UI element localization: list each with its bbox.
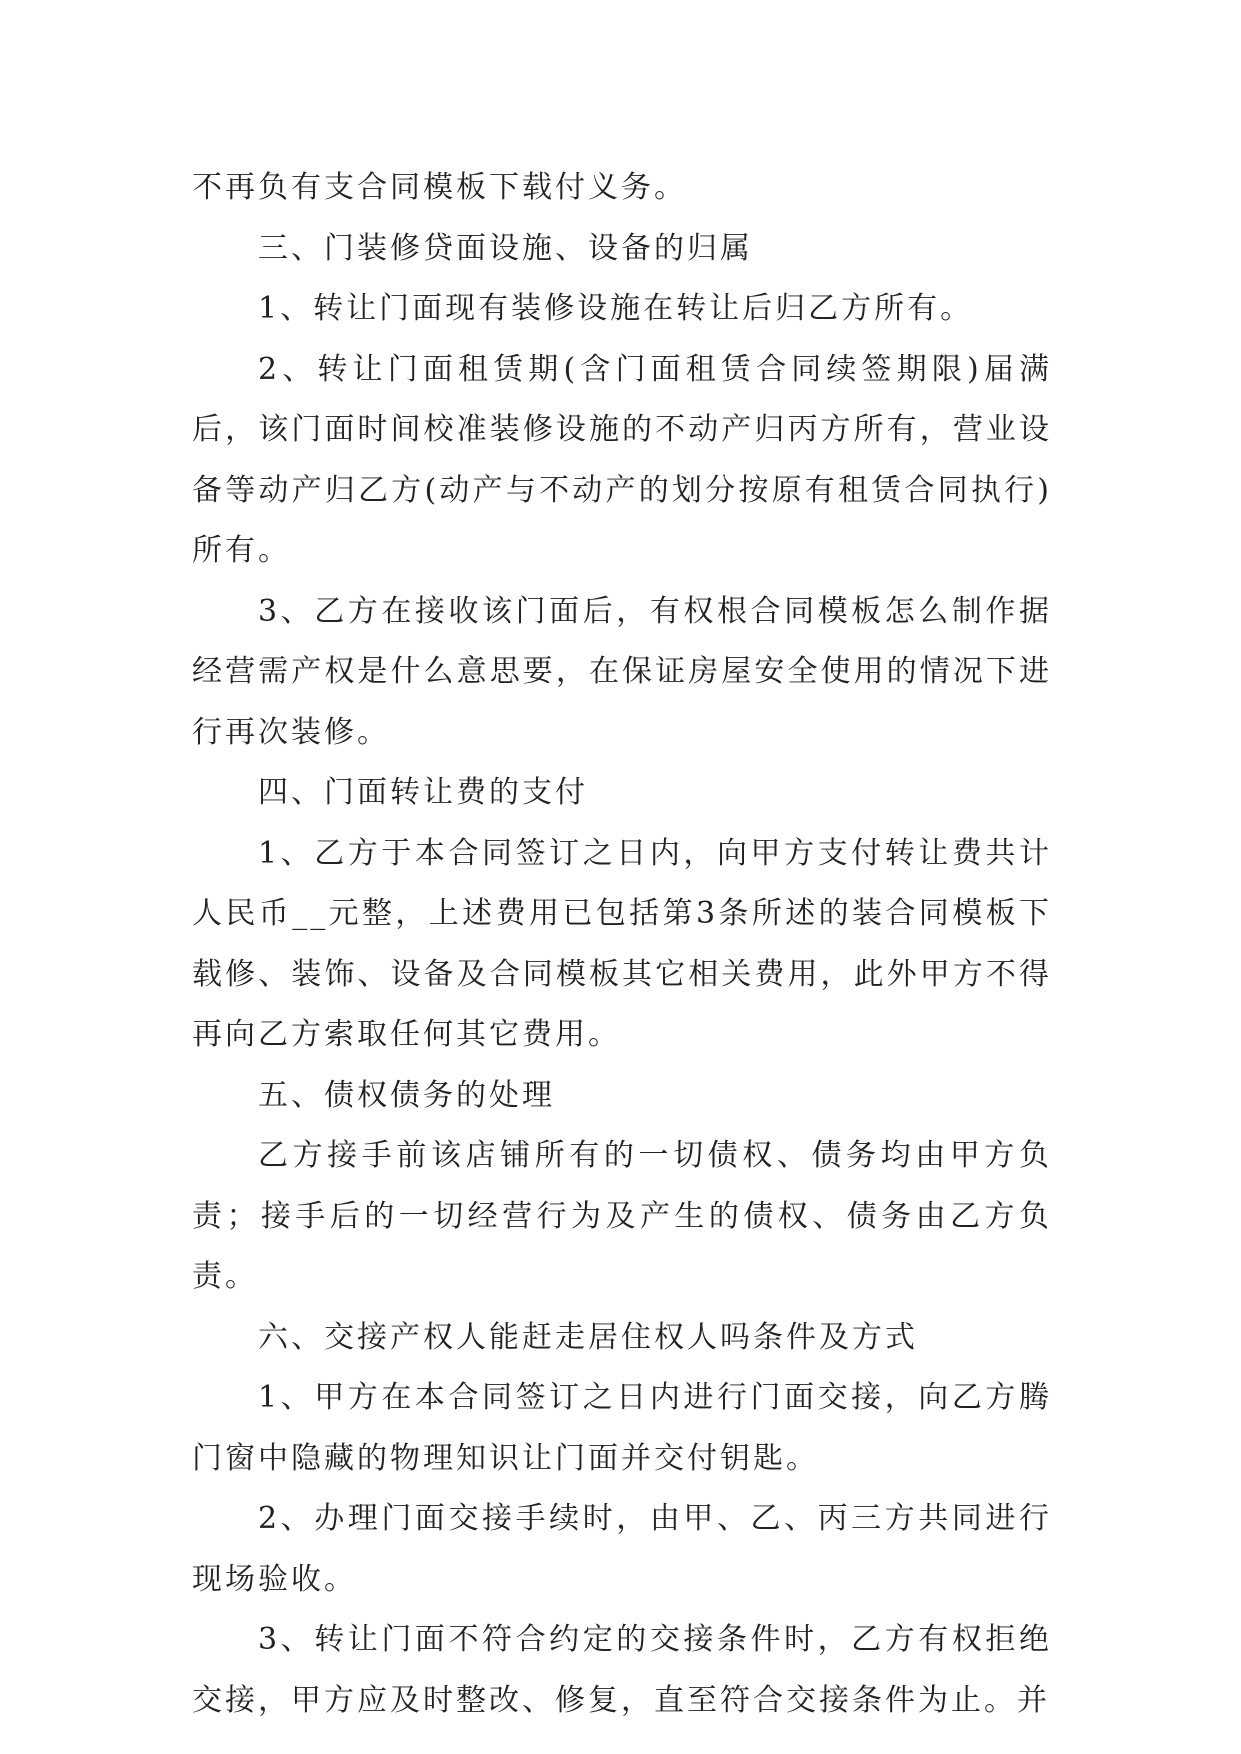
paragraph: 3、转让门面不符合约定的交接条件时，乙方有权拒绝交接，甲方应及时整改、修复，直至符合交接条件为止。并 <box>192 1622 1052 1718</box>
document-body <box>192 158 1052 1731</box>
paragraph: 2、转让门面租赁期(含门面租赁合同续签期限)届满后，该门面时间校准装修设施的不动产归丙方所有，营业设备等动产归乙方(动产与不动产的划分按原有租赁合同执行)所有。 <box>192 351 1052 568</box>
paragraph: 1、乙方于本合同签订之日内，向甲方支付转让费共计人民币__元整，上述费用已包括第3条所述的装合同模板下载修、装饰、设备及合同模板其它相关费用，此外甲方不得再向乙方索取任何其它费用。 <box>192 835 1052 1052</box>
paragraph: 不再负有支合同模板下载付义务。 <box>192 170 687 205</box>
paragraph: 3、乙方在接收该门面后，有权根合同模板怎么制作据经营需产权是什么意思要，在保证房屋安全使用的情况下进行再次装修。 <box>192 593 1052 750</box>
section-heading: 六、交接产权人能赶走居住权人吗条件及方式 <box>258 1319 918 1355</box>
paragraph: 2、办理门面交接手续时，由甲、乙、丙三方共同进行现场验收。 <box>192 1501 1052 1597</box>
paragraph: 1、转让门面现有装修设施在转让后归乙方所有。 <box>258 291 974 326</box>
section-heading: 四、门面转让费的支付 <box>258 775 588 810</box>
paragraph: 1、甲方在本合同签订之日内进行门面交接，向乙方腾门窗中隐藏的物理知识让门面并交付钥匙。 <box>192 1380 1052 1476</box>
section-heading: 三、门装修贷面设施、设备的归属 <box>258 230 753 266</box>
paragraph: 乙方接手前该店铺所有的一切债权、债务均由甲方负责；接手后的一切经营行为及产生的债权、债务由乙方负责。 <box>192 1138 1052 1294</box>
section-heading: 五、债权债务的处理 <box>258 1077 555 1113</box>
